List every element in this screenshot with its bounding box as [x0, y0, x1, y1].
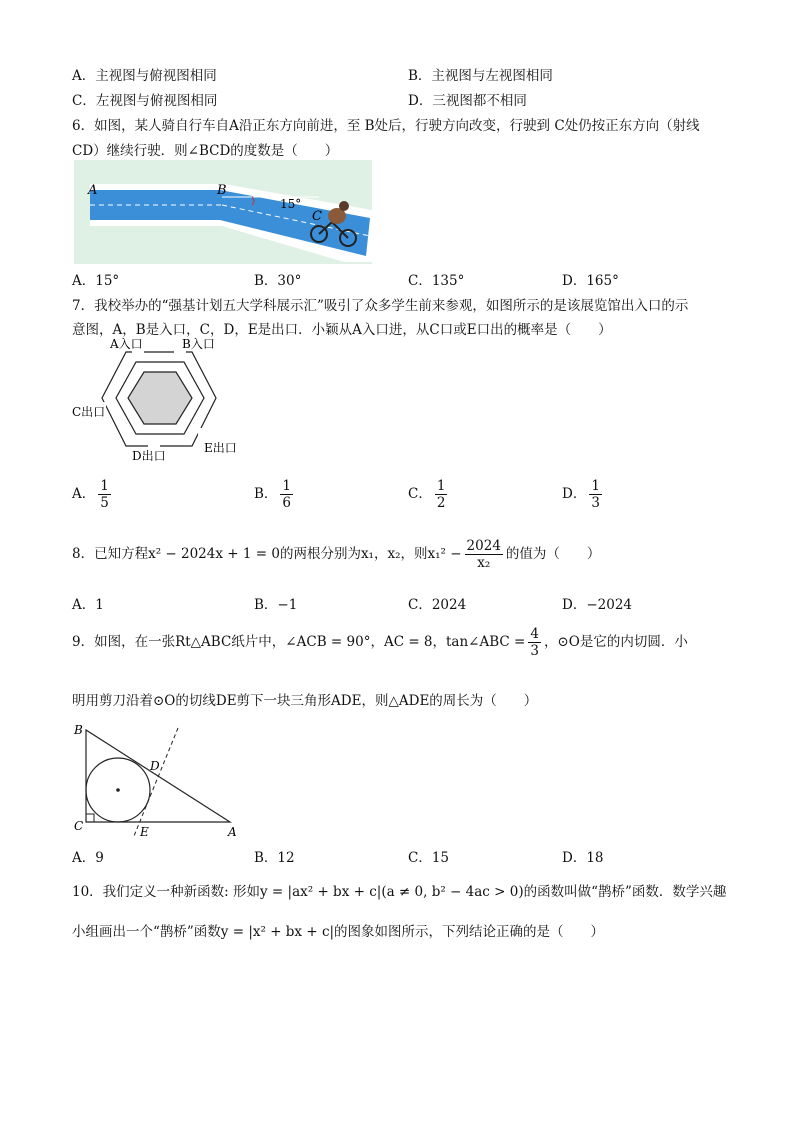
q5-option-a: A．主视图与俯视图相同 — [72, 68, 217, 84]
q7-stem-line1: 7．我校举办的“强基计划五大学科展示汇”吸引了众多学生前来参观，如图所示的是该展览馆出入口的示 — [72, 298, 689, 314]
q8-option-c: C．2024 — [408, 597, 467, 613]
q6-label-c: C — [312, 209, 322, 224]
q7-option-d: D． $\frac{1}{3}$ — [562, 478, 600, 511]
q9-label-d: D — [150, 759, 160, 773]
q9-stem-line1: 9．如图，在一张Rt△ABC纸片中，∠ACB = 90°，AC = 8，tan∠ABC = $\frac{4}{3}$ ，⊙O是它的内切圆．小 — [72, 626, 688, 659]
q9-option-d: D．18 — [562, 850, 604, 866]
q9-label-a: A — [228, 825, 237, 839]
q7-label-a: A入口 — [110, 337, 143, 351]
q6-stem-line2: CD）继续行驶．则∠BCD的度数是（ ） — [72, 143, 339, 159]
q7-exhibition-hall-figure — [70, 336, 250, 466]
q10-stem-line2: 小组画出一个“鹊桥”函数y = |x² + bx + c|的图象如图所示，下列结论正确的是（ ） — [72, 924, 605, 940]
q9-option-b: B．12 — [254, 850, 295, 866]
q7-label-b: B入口 — [182, 337, 215, 351]
q9-option-a: A．9 — [72, 850, 104, 866]
q7-option-a: A． $\frac{1}{5}$ — [72, 478, 109, 511]
q10-stem-line1: 10．我们定义一种新函数: 形如y = |ax² + bx + c|(a ≠ 0, b² − 4ac > 0)的函数叫做“鹊桥”函数．数学兴趣 — [72, 884, 727, 900]
q8-option-a: A．1 — [72, 597, 104, 613]
q6-option-d: D．165° — [562, 273, 619, 289]
q6-option-a: A．15° — [72, 273, 120, 289]
q6-road-figure — [74, 160, 372, 264]
q6-label-angle: 15° — [280, 197, 302, 211]
q7-label-d: D出口 — [132, 449, 166, 463]
q7-option-c: C． $\frac{1}{2}$ — [408, 478, 446, 511]
q7-option-b: B． $\frac{1}{6}$ — [254, 478, 292, 511]
q9-triangle-figure — [70, 720, 250, 842]
q5-option-b: B．主视图与左视图相同 — [408, 68, 553, 84]
q8-option-b: B．−1 — [254, 597, 298, 613]
q8-stem: 8．已知方程x² − 2024x + 1 = 0的两根分别为x₁，x₂，则x₁² − $\frac{2024}{\text{x₂}}$ 的值为（ ） — [72, 538, 601, 571]
q5-option-c: C．左视图与俯视图相同 — [72, 93, 218, 109]
q6-label-b: B — [217, 183, 227, 198]
q9-label-e: E — [140, 825, 149, 839]
q6-option-c: C．135° — [408, 273, 465, 289]
q9-label-b: B — [74, 723, 83, 737]
q9-option-c: C．15 — [408, 850, 450, 866]
q6-option-b: B．30° — [254, 273, 302, 289]
q8-option-d: D．−2024 — [562, 597, 632, 613]
q5-option-d: D．三视图都不相同 — [408, 93, 527, 109]
q9-stem-line2: 明用剪刀沿着⊙O的切线DE剪下一块三角形ADE，则△ADE的周长为（ ） — [72, 693, 538, 709]
q6-label-a: A — [88, 183, 98, 198]
q6-stem-line1: 6．如图，某人骑自行车自A沿正东方向前进，至 B处后，行驶方向改变，行驶到 C处仍按正东方向（射线 — [72, 118, 700, 134]
q7-label-e: E出口 — [204, 441, 237, 455]
q7-stem-line2: 意图，A，B是入口，C，D，E是出口．小颖从A入口进，从C口或E口出的概率是（ ） — [72, 322, 612, 338]
q9-label-c: C — [74, 819, 84, 833]
q7-label-c: C出口 — [72, 405, 106, 419]
